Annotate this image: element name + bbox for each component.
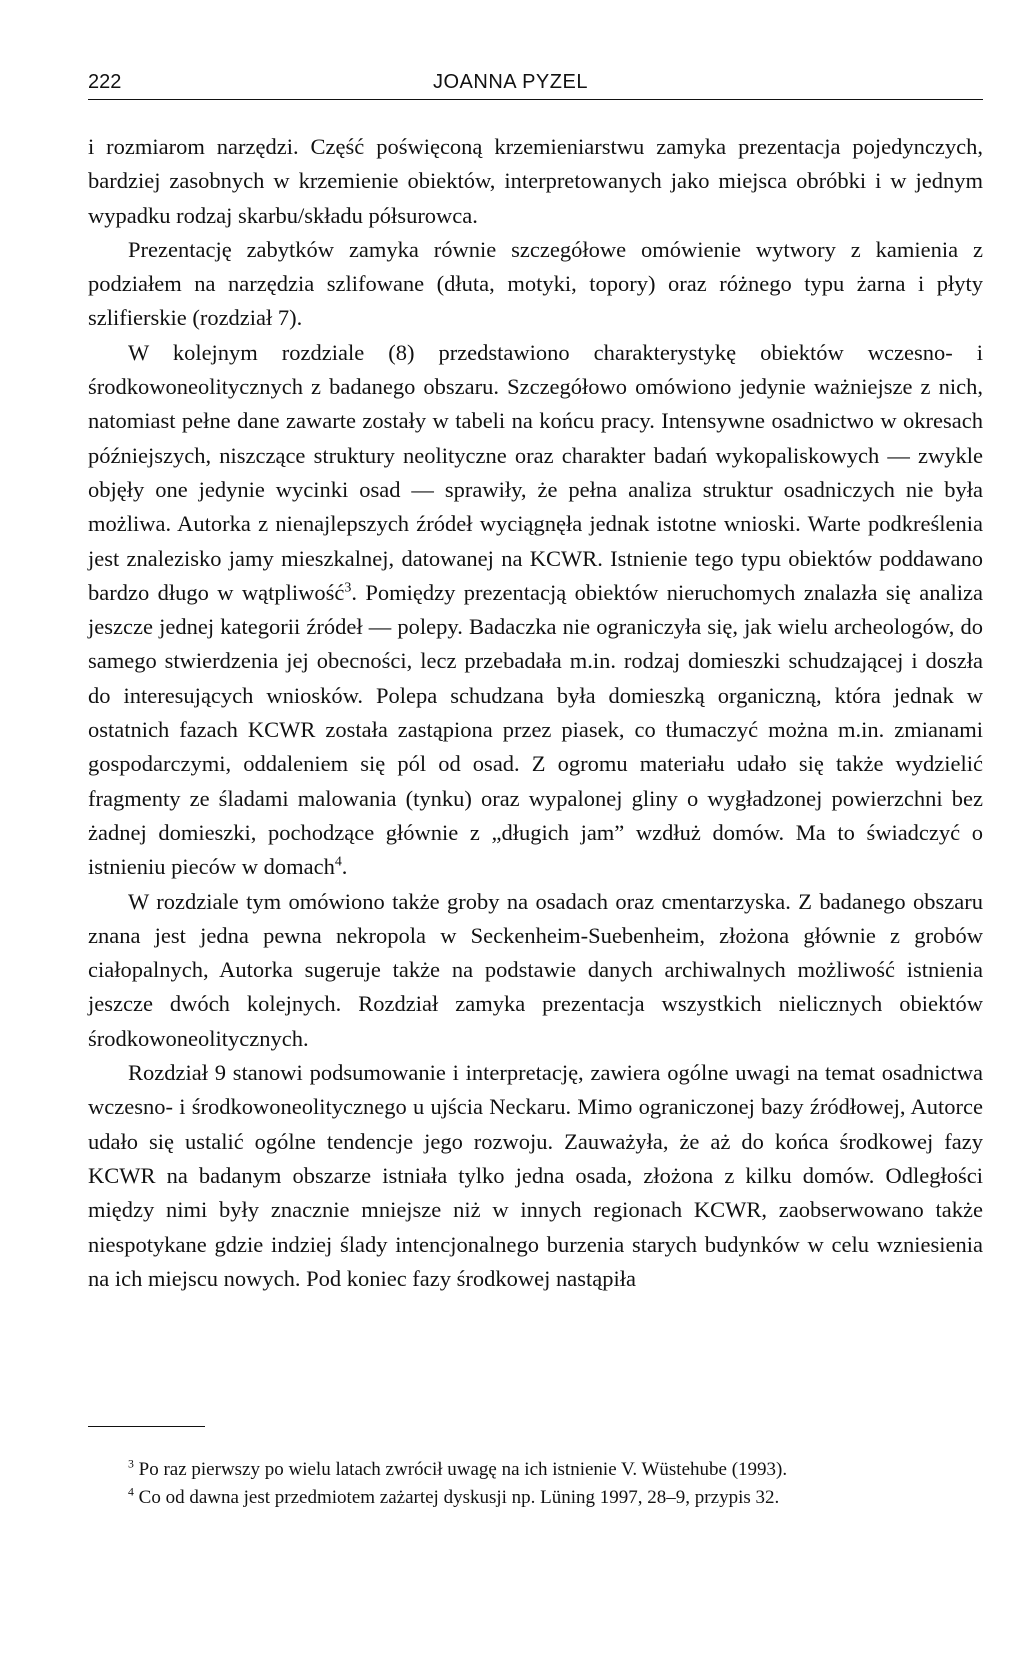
header-rule xyxy=(88,99,983,100)
footnote-marker: 4 xyxy=(128,1485,134,1499)
footnote-rule xyxy=(88,1426,205,1427)
footnotes xyxy=(88,1456,983,1512)
paragraph-3 xyxy=(88,336,983,885)
paragraph-3-part-c: . xyxy=(341,854,348,880)
page-number: 222 xyxy=(88,71,122,93)
footnote-ref-4[interactable]: 4 xyxy=(334,854,342,870)
paragraph-5: Rozdział 9 stanowi podsumowanie i interpretację, zawiera ogólne uwagi na temat osadnictwa wczesno- i środkowoneolitycznego u ujścia Neckaru. Mimo ograniczonej bazy źródłowej, Autorce udało się ustalić ogólne tendencje jego rozwoju. Zauważyła, że aż do końca środkowej fazy KCWR na badanym obszarze istniała tylko jedna osada, złożona z kilku domów. Odległości między nimi były znacznie mniejsze niż w innych regionach KCWR, zaobserwowano także niespotykane gdzie indziej ślady intencjonalnego burzenia starych budynków w celu wzniesienia na ich miejscu nowych. Pod koniec fazy środkowej nastąpiła xyxy=(88,1060,983,1291)
footnote-3 xyxy=(88,1456,983,1484)
body-text xyxy=(88,130,983,1296)
paragraph-1: i rozmiarom narzędzi. Część poświęconą krzemieniarstwu zamyka prezentacja pojedynczych, bardziej zasobnych w krzemienie obiektów, interpretowanych jako miejsca obróbki i w jednym wypadku rodzaj skarbu/składu półsurowca. xyxy=(88,134,983,228)
paragraph-3-part-a: W kolejnym rozdziale (8) przedstawiono charakterystykę obiektów wczesno- i środkowoneolitycznych z badanego obszaru. Szczegółowo omówiono jedynie ważniejsze z nich, natomiast pełne dane zawarte zostały w tabeli na końcu pracy. Intensywne osadnictwo w okresach późniejszych, niszczące struktury neolityczne oraz charakter badań wykopaliskowych — zwykle objęły one jedynie wycinki osad — sprawiły, że pełna analiza struktur osadniczych nie była możliwa. Autorka z nienajlepszych źródeł wyciągnęła jednak istotne wnioski. Warte podkreślenia jest znalezisko jamy mieszkalnej, datowanej na KCWR. Istnienie tego typu obiektów poddawano bardzo długo w wątpliwość xyxy=(88,339,983,605)
running-header xyxy=(88,66,983,98)
footnote-text: Po raz pierwszy po wielu latach zwrócił uwagę na ich istnienie V. Wüstehube (1993). xyxy=(138,1459,788,1480)
footnote-text: Co od dawna jest przedmiotem zażartej dyskusji np. Lüning 1997, 28–9, przypis 32. xyxy=(138,1487,780,1508)
paragraph-4: W rozdziale tym omówiono także groby na osadach oraz cmentarzyska. Z badanego obszaru znana jest jedna pewna nekropola w Seckenheim-Suebenheim, złożona głównie z grobów ciałopalnych, Autorka sugeruje także na podstawie danych archiwalnych możliwość istnienia jeszcze dwóch kolejnych. Rozdział zamyka prezentacja wszystkich nielicznych obiektów środkowoneolitycznych. xyxy=(88,888,983,1051)
footnote-4 xyxy=(88,1484,983,1512)
paragraph-3-part-b: . Pomiędzy prezentacją obiektów nieruchomych znalazła się analiza jeszcze jednej kategorii źródeł — polepy. Badaczka nie ograniczyła się, jak wielu archeologów, do samego stwierdzenia jej obecności, lecz przebadała m.in. rodzaj domieszki schudzającej i doszła do interesujących wniosków. Polepa schudzana była domieszką organiczną, która jednak w ostatnich fazach KCWR została zastąpiona przez piasek, co tłumaczyć można m.in. zmianami gospodarczymi, oddaleniem się pól od osad. Z ogromu materiału udało się także wydzielić fragmenty ze śladami malowania (tynku) oraz wypalonej gliny o wygładzonej powierzchni bez żadnej domieszki, pochodzące głównie z „długich jam” wzdłuż domów. Ma to świadczyć o istnieniu pieców w domach xyxy=(88,579,983,880)
running-title: JOANNA PYZEL xyxy=(433,71,588,93)
paragraph-2: Prezentację zabytków zamyka równie szczegółowe omówienie wytwory z kamienia z podziałem na narzędzia szlifowane (dłuta, motyki, topory) oraz różnego typu żarna i płyty szlifierskie (rozdział 7). xyxy=(88,236,983,331)
footnote-marker: 3 xyxy=(128,1457,134,1471)
footnote-ref-3[interactable]: 3 xyxy=(344,580,352,596)
